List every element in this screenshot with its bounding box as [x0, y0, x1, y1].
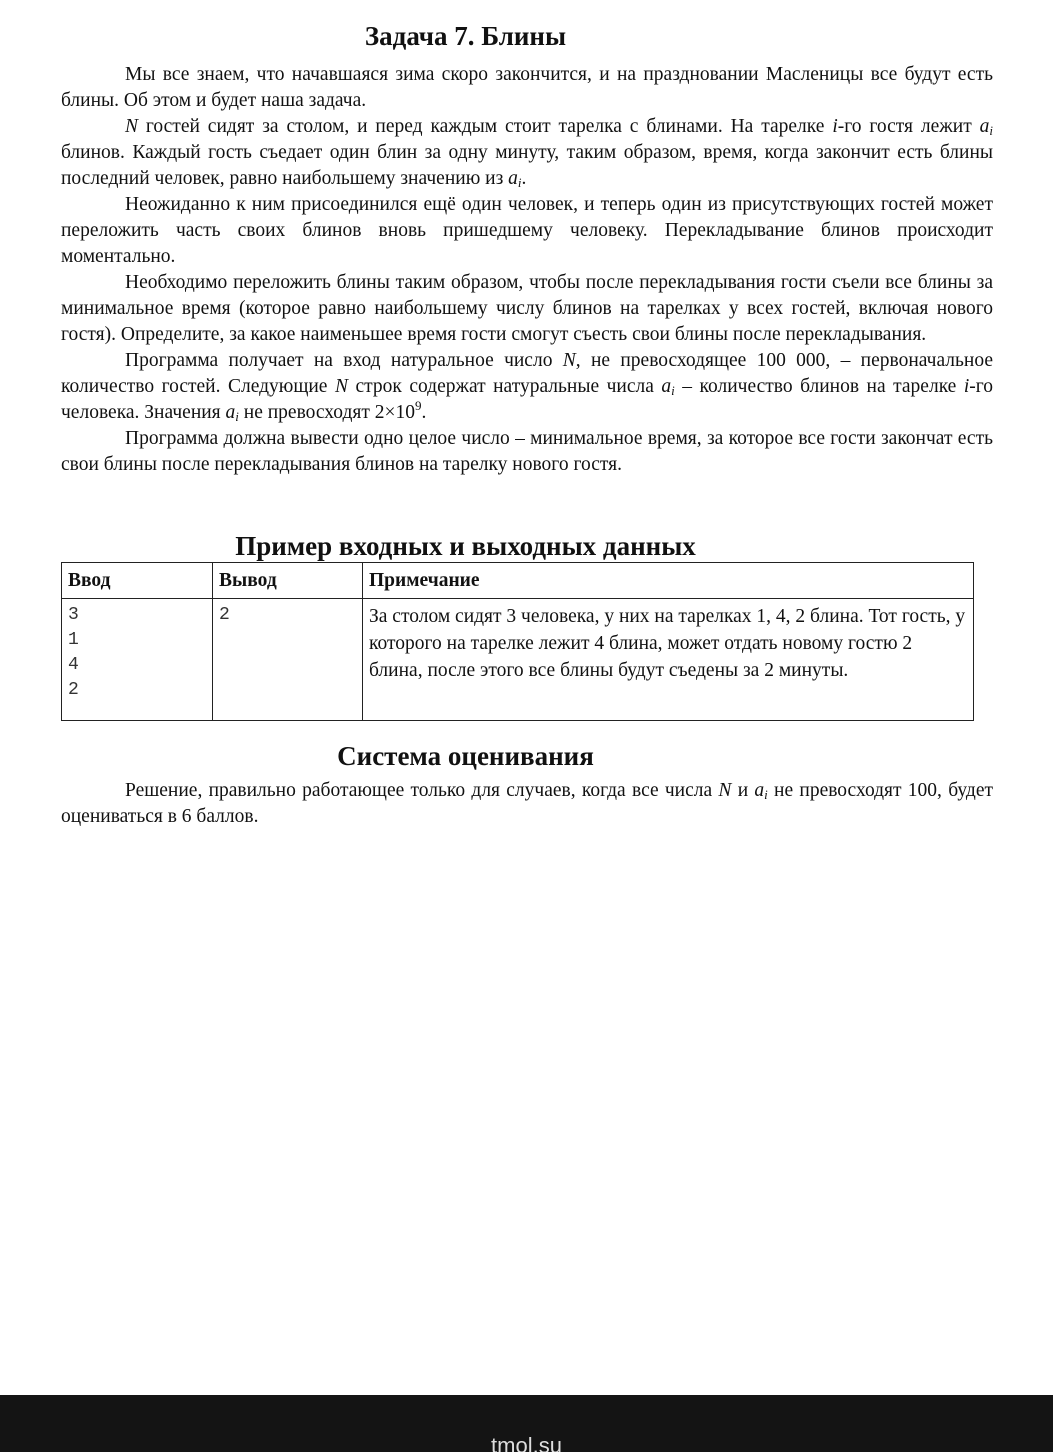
examples-table: [61, 562, 974, 721]
var-a: a: [508, 168, 518, 189]
paragraph-new-guest: Неожиданно к ним присоединился ещё один человек, и теперь один из присутствующих гостей может переложить часть своих блинов вновь пришедшему человеку. Перекладывание блинов происходит моментально.: [61, 194, 993, 267]
cell-output: 2: [213, 599, 363, 721]
table-header-row: [62, 563, 974, 599]
var-i: i: [832, 116, 838, 137]
text-run: Решение, правильно работающее только для случаев, когда все числа: [125, 780, 719, 801]
paragraph-input-format: [61, 348, 993, 426]
paragraph-task: Необходимо переложить блины таким образом, чтобы после перекладывания гости съели все блины за минимальное время (которое равно наибольшему числу блинов на тарелках у всех гостей, включая нового гостя). Определите, за какое наименьшее время гости смогут съесть свои блины после перекладывания.: [61, 272, 993, 345]
text-run: .: [521, 168, 527, 189]
var-n: N: [718, 780, 732, 801]
grading-title: Система оценивания: [337, 741, 594, 771]
text-run: строк содержат натуральные числа: [347, 376, 662, 397]
var-n: N: [562, 350, 576, 371]
paragraph-grading: [61, 778, 993, 830]
grading-text: [61, 778, 993, 830]
var-a: a: [979, 116, 990, 137]
subscript-i: i: [989, 123, 993, 138]
var-a: a: [661, 376, 672, 397]
text-run: , не превосходящее 100 000, – первоначальное количество гостей. Следующие: [61, 350, 993, 397]
var-i: i: [963, 376, 970, 397]
paragraph-guests: [61, 114, 993, 192]
subscript-i: i: [764, 787, 768, 802]
footer-bar: [0, 1395, 1053, 1452]
header-note: Примечание: [363, 563, 974, 599]
text-run: -го человека. Значения: [61, 376, 994, 423]
subscript-i: i: [671, 383, 675, 398]
text-run: не превосходят 2×10: [238, 402, 416, 423]
text-run: .: [421, 402, 427, 423]
text-run: -го гостя лежит: [837, 116, 980, 137]
var-n: N: [125, 116, 139, 137]
header-input: Ввод: [62, 563, 213, 599]
var-a: a: [754, 780, 765, 801]
text-run: гостей сидят за столом, и перед каждым стоит тарелка с блинами. На тарелке: [138, 116, 833, 137]
var-a: a: [225, 402, 236, 423]
examples-title: Пример входных и выходных данных: [235, 531, 696, 561]
table-row: [62, 599, 974, 721]
text-run: не превосходят 100, будет оцениваться в 6 баллов.: [61, 780, 993, 827]
superscript-9: 9: [415, 398, 422, 413]
paragraph-output-format: Программа должна вывести одно целое число – минимальное время, за которое все гости закончат есть свои блины после перекладывания блинов на тарелку нового гостя.: [61, 428, 993, 475]
cell-input: 3 1 4 2: [62, 599, 213, 721]
header-output: Вывод: [213, 563, 363, 599]
subscript-i: i: [235, 409, 239, 424]
problem-statement: [61, 62, 993, 478]
page-title: Задача 7. Блины: [364, 21, 567, 51]
text-run: – количество блинов на тарелке: [674, 376, 964, 397]
text-run: Программа получает на вход натуральное число: [125, 350, 563, 371]
footer-watermark: tmol.su: [491, 1433, 562, 1452]
cell-note: За столом сидят 3 человека, у них на тарелках 1, 4, 2 блина. Тот гость, у которого на тарелке лежит 4 блина, может отдать новому гостю 2 блина, после этого все блины будут съедены за 2 минуты.: [363, 599, 974, 721]
paragraph-intro: Мы все знаем, что начавшаяся зима скоро закончится, и на праздновании Масленицы все будут есть блины. Об этом и будет наша задача.: [61, 64, 993, 111]
var-n: N: [334, 376, 348, 397]
subscript-i: i: [517, 175, 522, 190]
text-run: блинов. Каждый гость съедает один блин за одну минуту, таким образом, время, когда закончит есть блины последний человек, равно наибольшему значению из: [61, 142, 993, 189]
text-run: и: [731, 780, 755, 801]
